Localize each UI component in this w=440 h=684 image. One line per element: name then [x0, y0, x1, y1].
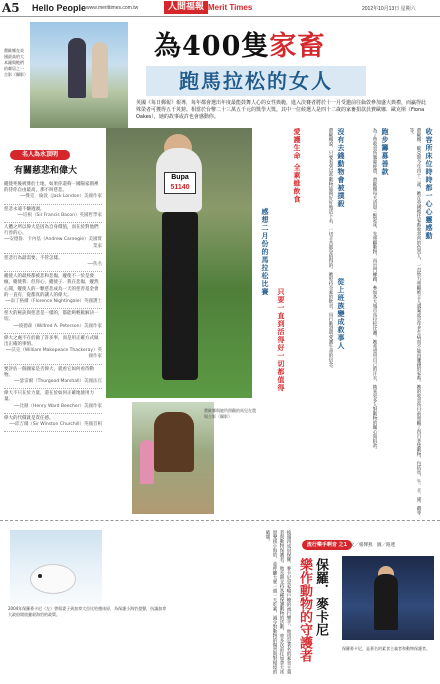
race-bib: [164, 172, 196, 194]
issue-date: 2012年10月13日 星期六: [362, 6, 416, 12]
article-heading: 感想二月份的馬拉松比賽: [261, 208, 269, 296]
bottom-byline: 文／楊聲燕 圖／路透: [350, 543, 395, 548]
quote-item: [4, 272, 102, 309]
quote-author: ──培根（Sir Francis Bacon）英國哲學家: [17, 212, 102, 218]
article-body: 費歐娜．歐克斯今年四十二歲，她在英國擔任家畜收容所的負責人，一直致力照顧被主人遺棄或是年老生病而不能再賺錢的家畜。她的收容所目前照顧了四百多隻動物，包括馬、牛、羊、豬、雞等等。: [409, 128, 421, 515]
quote-text: 慈悲行為最需要，不管怎樣。: [4, 255, 63, 261]
headline-part2: 家畜: [269, 31, 326, 62]
bottom-article-body: 披頭四成員保羅．麥卡尼是家喻戶曉的流行樂手，他也是著名的素食主義者與動物保護者。他長期支持各種保護動物的活動，曾多次前往加拿大冰原聲援小海豹，並呼籲大眾一週一天吃素，減少對動物的傷害與對環境的破壞。: [265, 530, 291, 674]
bib-number: 51140: [170, 184, 190, 191]
quote-item: [4, 389, 102, 414]
quote-item: [4, 334, 102, 365]
quote-author: ──沃克（William Makepeace Thackeray）英國作家: [5, 348, 102, 360]
quotes-list: [4, 180, 102, 432]
quote-author: ──傑克．倫敦（Jack London）美國作家: [19, 194, 102, 200]
quote-item: [4, 365, 102, 390]
newspaper-logo: 人間福報: [164, 1, 208, 14]
quote-text: 縱使人的最終都被悲和悲傷，縱使不一於是發瘋，縱使我．但你心，縱使子．我在悲傷，縱然心開，縱使人的一顆慈悲成為一天的慈善基金會的一直有，從都真的讓人的偉大。: [4, 274, 99, 298]
quote-item: [4, 414, 102, 432]
horse-figure: [154, 412, 194, 472]
girl-figure: [140, 440, 154, 484]
headline-subtitle: 跑馬拉松的女人: [179, 69, 333, 93]
quote-item: [4, 223, 102, 254]
quote-text: 要評估一個國家是否偉大，就看它如何看待動物。: [4, 366, 94, 378]
bottom-headline-line2: 樂作動物的守護者: [297, 558, 312, 662]
article-heading: 只要一直到活得好一切都值得: [277, 288, 285, 392]
family-photo-caption: 費歐娜在英國最高的大本鐘與牠們的鄰居之一合影（攝影）: [4, 48, 28, 77]
column-badge: 流行樂手啊音 之1: [302, 540, 352, 550]
article-body: 為了替收容所籌募經費，費歐娜每天清晨三點起床，先照顧動物，再出門練跑，參加各大城市馬拉松比賽。她希望用自己的汗水，換來更多人對動物的關心與捐款。: [372, 128, 377, 452]
quote-text: 偉大的代價就是責任感。: [4, 415, 54, 421]
page-number: A5: [2, 1, 20, 15]
quote-author: ──邱吉爾（Sir Winston Churchill）英國首相: [9, 422, 102, 428]
article-columns: [256, 128, 436, 516]
horse-photo-caption: 費歐娜與她所照顧的馬兒在農場合影（攝影）: [204, 408, 256, 419]
article-heading: 收容所床位時時都一心心靈感動: [425, 128, 433, 240]
quote-text: 偉大不只在於力量，還在於如何正確地使用力量。: [4, 391, 94, 403]
photo-figure: [92, 42, 108, 98]
quote-item: [4, 205, 102, 223]
headline-subtitle-box: [146, 66, 366, 96]
quote-author: ──瑟雷爾（Thurgood Marshall）美國法官: [14, 379, 102, 385]
quote-text: 慈悲永遠不嫌過頭。: [4, 206, 45, 212]
quote-text: 人體之所以偉大是因為自身價值，而在於對他們行善的心。: [4, 225, 99, 237]
quote-text: 慈大的秘訣與慈悲是一樣的，都能夠輕鬆解決一切。: [4, 311, 99, 323]
article-heading: 跑步籌募善款: [381, 128, 389, 176]
seal-pup-figure: [30, 564, 76, 594]
quote-author: ──比徹（Henry Ward Beecher）美國作家: [14, 403, 102, 409]
quote-item: [4, 180, 102, 205]
quotes-badge: 名人為永頂明: [10, 150, 70, 160]
quote-author: ──安德魯．卡內基（Andrew Carnegie）美國實業家: [4, 237, 103, 249]
section-divider: [0, 520, 440, 525]
newspaper-name-en: Merit Times: [208, 3, 253, 12]
headline-part1: 為400隻: [154, 31, 270, 62]
article-heading: 從上班族變成救事人: [337, 278, 345, 350]
quote-author: ──南丁格爾（Florence Nightingale）英國護士: [5, 299, 102, 305]
seal-photo-caption: 2004年保羅麥卡尼（左）曾與妻子到加拿大拉比哈德冰原，為保護小海豹發聲，抗議加拿大政府開放獵殺海豹的政策。: [8, 606, 167, 617]
singer-figure: [374, 574, 398, 630]
bottom-headline-line1: 保羅．麥卡尼: [313, 558, 328, 636]
article-heading: 沒有去錢動物會被撲殺: [337, 128, 345, 208]
quote-text: 偉大之處不在於做了許多事，而是用正確方式做出正確的事情。: [4, 335, 99, 348]
bottom-article-columns: [196, 530, 292, 678]
seal-eye: [38, 574, 42, 578]
concert-photo-caption: 保羅麥卡尼，是著名的素食主義者和動物保護者。: [342, 646, 430, 651]
headline-title: [154, 24, 325, 63]
article-body: 費歐娜說，只要看到這些動物能夠好好地活下去，一切辛苦都是值得的。她堅持全素的飲食，用行動證明愛護生命的信念。: [328, 128, 333, 371]
quotes-title: 有關慈悲和偉大: [14, 166, 78, 176]
quote-author: ──彼德森（Wilfred A. Peterson）美國作家: [13, 323, 102, 329]
section-name: Hello People: [32, 3, 87, 13]
bib-sponsor: Bupa: [171, 174, 189, 181]
article-intro: 英國《每日郵報》報導，每年都會選出年度最能鼓舞人心的女性典範，進入決賽者將於十一月受邀前往倫敦參加盛大典禮，而贏得此殊榮者可獲得五千英鎊。相當於台幣二十三萬五千元的獎學大獎。其中一位候選人是四十二歲的家畜捐款員費歐娜．歐克斯（Fiona Oakes），她的故事或許也會感動你。: [136, 100, 427, 120]
quote-text: 縱使死後被葬於土地，如果你還夠一國陽家園裡的待你自由最高，那不叫慈悲。: [4, 182, 99, 194]
section-url[interactable]: www.merittimes.com.tw: [86, 5, 139, 11]
runner-legs: [162, 212, 198, 380]
photo-figure: [68, 38, 86, 98]
article-heading: 愛護生命 全素維飲食: [293, 128, 301, 204]
quote-item: [4, 254, 102, 272]
bottom-headline: [296, 558, 328, 676]
quote-author: ──佚名: [87, 262, 102, 268]
quote-item: [4, 309, 102, 334]
